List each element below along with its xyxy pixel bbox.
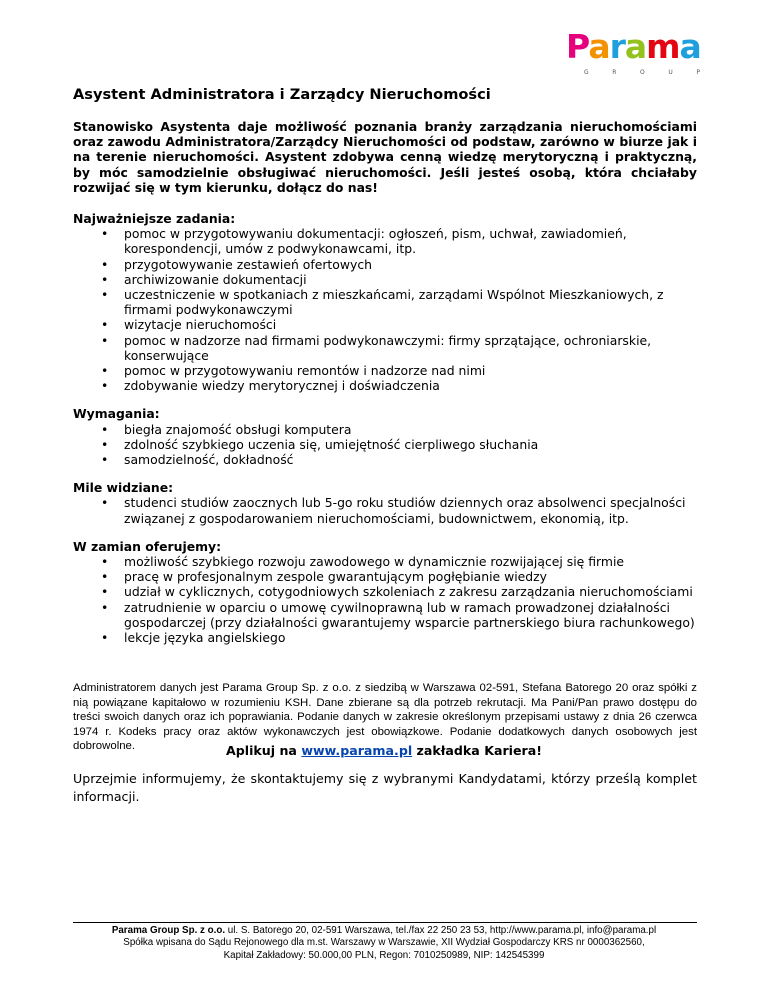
company-footer bbox=[40, 925, 728, 962]
footer-divider bbox=[73, 922, 697, 923]
intro-paragraph: Stanowisko Asystenta daje możliwość poznania branży zarządzania nieruchomościami oraz zawodu Administratora/Zarządcy Nieruchomości od podstaw, zarówno w biurze jak i na terenie nieruchomości. Asystent zdobywa cenną wiedzę merytoryczną i praktyczną, by móc samodzielnie obsługiwać nieruchomości. Jeśli jesteś osobą, która chciałaby rozwijać się w tym kierunku, dołącz do nas! bbox=[73, 119, 697, 195]
footer-line-2: Spółka wpisana do Sądu Rejonowego dla m.st. Warszawy w Warszawie, XII Wydział Gospodarczy KRS nr 0000362560, bbox=[123, 937, 645, 949]
apply-call-to-action: Aplikuj na www.parama.pl zakładka Kariera! bbox=[226, 743, 542, 758]
footer-line-3: Kapitał Zakładowy: 50.000,00 PLN, Regon: 7010250989, NIP: 142545399 bbox=[223, 949, 545, 961]
requirements-heading: Wymagania: bbox=[73, 406, 160, 422]
tasks-heading: Najważniejsze zadania: bbox=[73, 211, 236, 227]
list-item: • samodzielność, dokładność bbox=[124, 452, 697, 467]
list-item: • lekcje języka angielskiego bbox=[124, 630, 697, 645]
list-item: • studenci studiów zaocznych lub 5-go roku studiów dziennych oraz absolwenci specjalności związanej z gospodarowaniem nieruchomościami, budownictwem, ekonomią, itp. bbox=[124, 495, 697, 525]
list-item: • zatrudnienie w oparciu o umowę cywilnoprawną lub w ramach prowadzonej działalności gospodarczej (przy działalności gwarantujemy wsparcie partnerskiego biura rachunkowego) bbox=[124, 600, 697, 630]
list-item: • zdolność szybkiego uczenia się, umiejętność cierpliwego słuchania bbox=[124, 437, 697, 452]
list-item: • możliwość szybkiego rozwoju zawodowego w dynamicznie rozwijającej się firmie bbox=[124, 554, 697, 569]
list-item: • zdobywanie wiedzy merytorycznej i doświadczenia bbox=[124, 378, 697, 393]
list-item: • pracę w profesjonalnym zespole gwarantującym pogłębianie wiedzy bbox=[124, 569, 697, 584]
offer-list bbox=[73, 554, 697, 645]
tasks-list bbox=[73, 226, 697, 393]
list-item: • przygotowywanie zestawień ofertowych bbox=[124, 257, 697, 272]
list-item: • udział w cyklicznych, cotygodniowych szkoleniach z zakresu zarządzania nieruchomościami bbox=[124, 584, 697, 599]
job-description bbox=[73, 119, 697, 658]
footer-line-1: Parama Group Sp. z o.o. ul. S. Batorego 20, 02-591 Warszawa, tel./fax 22 250 23 53, http://www.parama.pl, info@parama.pl bbox=[111, 925, 657, 936]
job-title: Asystent Administratora i Zarządcy Nieruchomości bbox=[73, 86, 491, 103]
list-item: • wizytacje nieruchomości bbox=[124, 317, 697, 332]
offer-heading: W zamian oferujemy: bbox=[73, 538, 222, 554]
list-item: • uczestniczenie w spotkaniach z mieszkańcami, zarządami Wspólnot Mieszkaniowych, z firmami podwykonawczymi bbox=[124, 287, 697, 317]
website-link[interactable]: www.parama.pl bbox=[301, 743, 413, 758]
logo-wordmark: Parama bbox=[566, 27, 701, 66]
logo-group-letters: G R O U P bbox=[584, 69, 700, 76]
nice-to-have-list bbox=[73, 495, 697, 525]
list-item: • pomoc w przygotowywaniu remontów i nadzorze nad nimi bbox=[124, 363, 697, 378]
parama-group-logo bbox=[566, 27, 701, 82]
list-item: • archiwizowanie dokumentacji bbox=[124, 272, 697, 287]
requirements-list bbox=[73, 422, 697, 468]
nice-to-have-heading: Mile widziane: bbox=[73, 480, 174, 496]
list-item: • biegła znajomość obsługi komputera bbox=[124, 422, 697, 437]
closing-note: Uprzejmie informujemy, że skontaktujemy się z wybranymi Kandydatami, którzy prześlą komplet informacji. bbox=[73, 771, 697, 804]
gdpr-clause: Administratorem danych jest Parama Group Sp. z o.o. z siedzibą w Warszawa 02-591, Stefana Batorego 20 oraz spółki z nią powiązane kapitałowo w rozumieniu KSH. Dane zbierane są dla potrzeb rekrutacji. Ma Pani/Pan prawo dostępu do treści swoich danych oraz ich poprawiania. Podanie danych w zakresie określonym przepisami ustawy z dnia 26 czerwca 1974 r. Kodeks pracy oraz aktów wykonawczych jest obowiązkowe. Podanie dodatkowych danych osobowych jest dobrowolne. bbox=[73, 682, 697, 753]
list-item: • pomoc w nadzorze nad firmami podwykonawczymi: firmy sprzątające, ochroniarskie, konserwujące bbox=[124, 333, 697, 363]
list-item: • pomoc w przygotowywaniu dokumentacji: ogłoszeń, pism, uchwał, zawiadomień, korespondencji, umów z podwykonawcami, itp. bbox=[124, 226, 697, 256]
